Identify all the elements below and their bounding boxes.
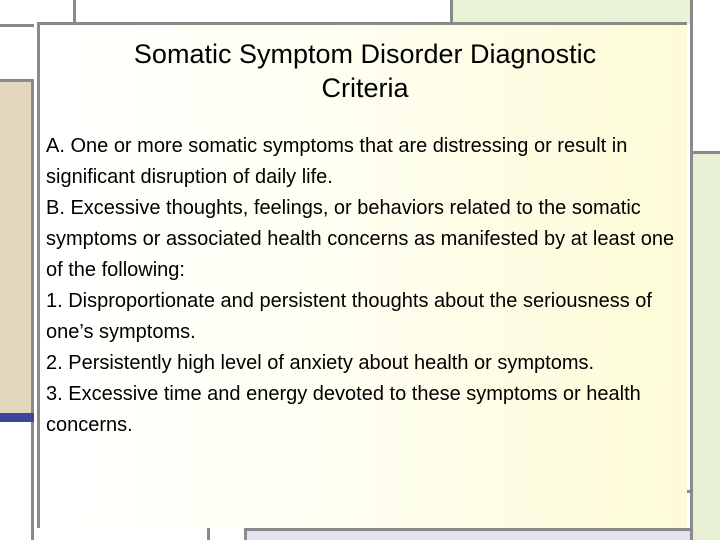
criterion-b: B. Excessive thoughts, feelings, or behaviors related to the somatic symptoms or associated health concerns as manifested by at least one of the following: [46, 197, 675, 281]
decorative-block-left-white [0, 24, 34, 82]
criterion-a: A. One or more somatic symptoms that are distressing or result in significant disruption of daily life. [46, 135, 628, 188]
decorative-block-left-tan [0, 82, 34, 417]
criterion-b-1: 1. Disproportionate and persistent thoughts about the seriousness of one’s symptoms. [46, 290, 652, 343]
decorative-block-left-bottom [0, 422, 34, 540]
decorative-block-top-right-green [450, 0, 690, 24]
slide-content-panel [37, 22, 687, 528]
decorative-block-bottom-lavender [244, 528, 690, 540]
decorative-accent-left-blue [0, 413, 34, 422]
decorative-block-right-white [690, 24, 720, 154]
criterion-b-3: 3. Excessive time and energy devoted to these symptoms or health concerns. [46, 383, 641, 436]
decorative-block-top-left [0, 0, 76, 24]
decorative-block-top-far-right [690, 0, 720, 24]
criterion-b-2: 2. Persistently high level of anxiety about health or symptoms. [46, 352, 595, 374]
slide-title: Somatic Symptom Disorder Diagnostic Criteria [133, 39, 597, 103]
decorative-block-right-green [690, 154, 720, 540]
criteria-list [46, 131, 686, 441]
